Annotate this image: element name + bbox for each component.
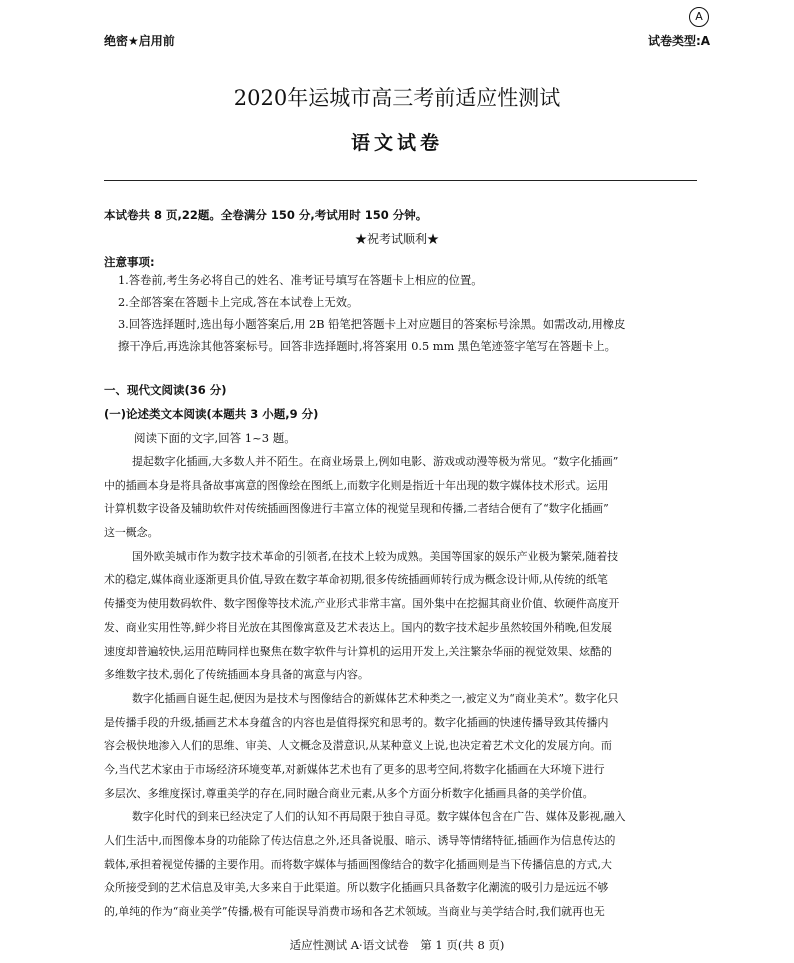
passage-line: 数字化插画自诞生起,便因为是技术与图像结合的新媒体艺术种类之一,被定义为“商业美术”。数字化只 [132, 691, 619, 705]
notes-title: 注意事项: [104, 255, 155, 269]
passage-line: 多维数字技术,弱化了传统插画本身具备的寓意与内容。 [104, 668, 369, 682]
section-heading: 一、现代文阅读(36 分) [104, 383, 227, 397]
reading-instruction: 阅读下面的文字,回答 1~3 题。 [134, 431, 296, 445]
subject-title: 语文试卷 [350, 132, 443, 154]
passage-line: 是传播手段的升级,插画艺术本身蕴含的内容也是值得探究和思考的。数字化插画的快速传播导致其传播内 [104, 715, 609, 729]
passage-line: 多层次、多维度探讨,尊重美学的存在,同时融合商业元素,从多个方面分析数字化插画具备的美学价值。 [104, 786, 594, 800]
good-luck-line: ★祝考试顺利★ [354, 232, 439, 246]
passage-line: 容会极快地渗入人们的思维、审美、人文概念及潜意识,从某种意义上说,也决定着艺术文化的发展方向。而 [104, 739, 612, 753]
note-item-continued: 擦干净后,再选涂其他答案标号。回答非选择题时,将答案用 0.5 mm 黑色笔迹签字笔写在答题卡上。 [118, 340, 616, 353]
passage-line: 的,单纯的作为“商业美学”传播,极有可能误导消费市场和各艺术领域。当商业与美学结合时,我们就再也无 [104, 905, 605, 919]
passage-line: 今,当代艺术家由于市场经济环境变革,对新媒体艺术也有了更多的思考空间,将数字化插画在大环境下进行 [104, 762, 605, 776]
passage-line: 传播变为使用数码软件、数字图像等技术流,产业形式非常丰富。国外集中在挖掘其商业价值、软硬件高度开 [104, 597, 620, 611]
notes-list [118, 274, 698, 362]
passage-line: 数字化时代的到来已经决定了人们的认知不再局限于独自寻觅。数字媒体包含在广告、媒体及影视,融入 [132, 810, 626, 824]
page-footer: 适应性测试 A·语文试卷 第 1 页(共 8 页) [289, 938, 505, 952]
paper-type-label: 试卷类型:A [648, 34, 711, 48]
passage-line: 中的插画本身是将具备故事寓意的图像绘在图纸上,而数字化则是指近十年出现的数字媒体技术形式。运用 [104, 478, 609, 492]
passage-line: 国外欧美城市作为数字技术革命的引领者,在技术上较为成熟。美国等国家的娱乐产业极为繁荣,随着技 [132, 549, 619, 563]
passage-line: 载体,承担着视觉传播的主要作用。而将数字媒体与插画图像结合的数字化插画则是当下传播信息的方式,大 [104, 857, 612, 871]
passage-line: 众所接受到的艺术信息及审美,大多来自于此渠道。所以数字化插画只具备数字化潮流的吸引力是远远不够 [104, 881, 609, 895]
reading-passage [104, 455, 698, 929]
passage-line: 速度却普遍较快,运用范畴同样也聚焦在数字软件与计算机的运用开发上,关注繁杂华丽的视觉效果、炫酷的 [104, 644, 612, 658]
passage-line: 发、商业实用性等,鲜少将目光放在其图像寓意及艺术表达上。国内的数字技术起步虽然较国外稍晚,但发展 [104, 620, 612, 634]
passage-line: 这一概念。 [104, 526, 159, 540]
exam-info: 本试卷共 8 页,22题。全卷满分 150 分,考试用时 150 分钟。 [104, 208, 428, 222]
note-item: 3.回答选择题时,选出每小题答案后,用 2B 铅笔把答题卡上对应题目的答案标号涂黑。如需改动,用橡皮 [118, 318, 626, 331]
header-divider [104, 180, 697, 181]
paper-type-circle-badge: A [689, 7, 709, 27]
passage-line: 计算机数字设备及辅助软件对传统插画图像进行丰富立体的视觉呈现和传播,二者结合便有了“数字化插画” [104, 502, 609, 516]
passage-line: 术的稳定,媒体商业逐渐更具价值,导致在数字革命初期,很多传统插画师转行成为概念设计师,从传统的纸笔 [104, 573, 608, 587]
note-item: 2.全部答案在答题卡上完成,答在本试卷上无效。 [118, 296, 359, 309]
passage-line: 人们生活中,而图像本身的功能除了传达信息之外,还具备说服、暗示、诱导等情绪特征,插画作为信息传达的 [104, 834, 616, 847]
exam-title: 2020年运城市高三考前适应性测试 [233, 86, 561, 110]
note-item: 1.答卷前,考生务必将自己的姓名、准考证号填写在答题卡上相应的位置。 [118, 274, 483, 287]
passage-line: 提起数字化插画,大多数人并不陌生。在商业场景上,例如电影、游戏或动漫等极为常见。“数字化插画” [132, 455, 619, 468]
subsection-heading: (一)论述类文本阅读(本题共 3 小题,9 分) [104, 407, 319, 421]
confidential-label: 绝密★启用前 [104, 34, 175, 48]
